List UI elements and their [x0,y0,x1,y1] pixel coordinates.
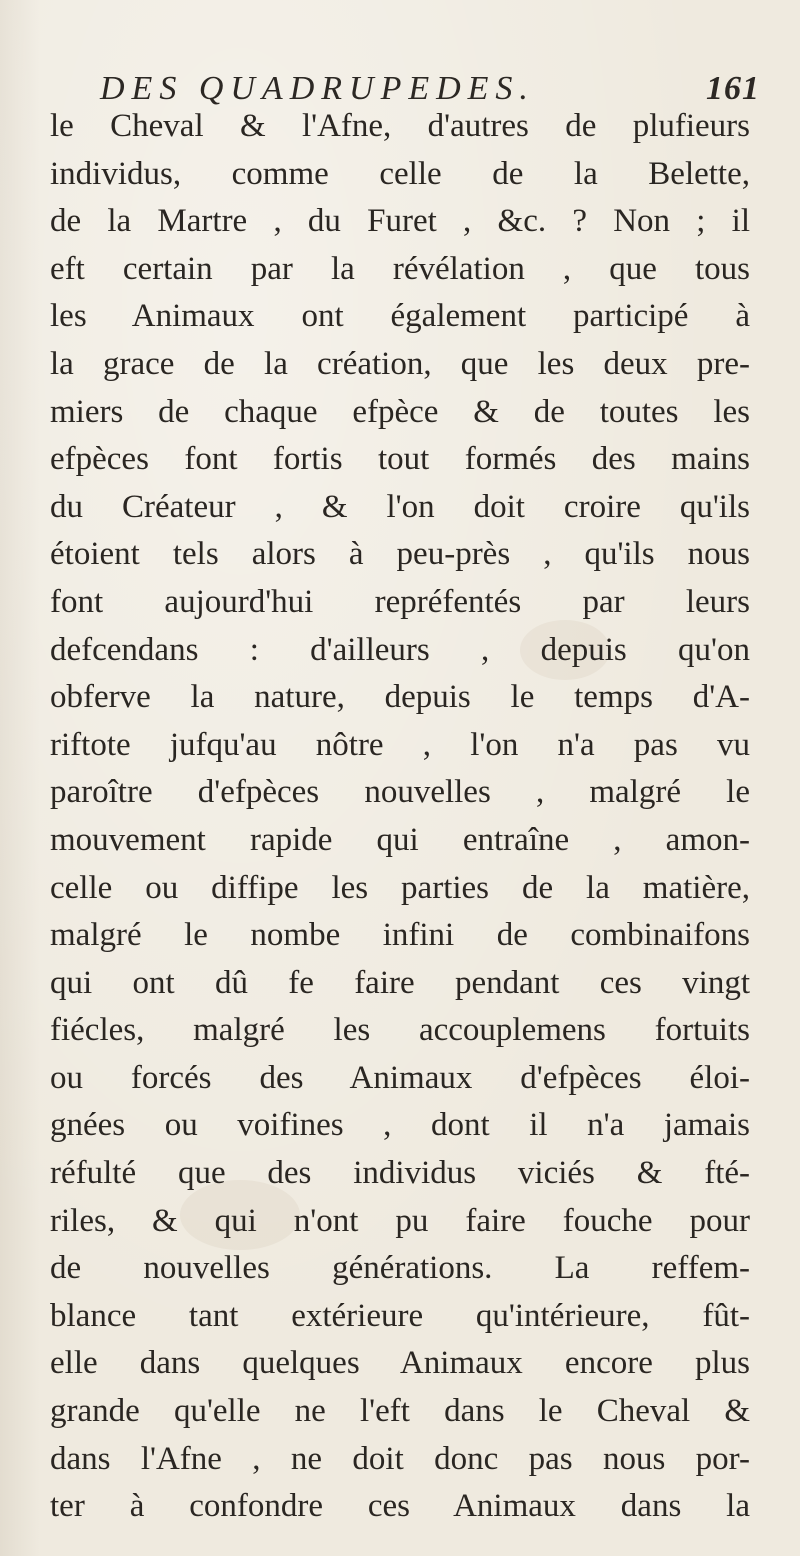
text-line: gnées ou voifines , dont il n'a jamais [50,1107,750,1144]
body-text [50,103,750,1531]
running-title: DES QUADRUPEDES. [100,70,535,107]
text-line: mouvement rapide qui entraîne , amon- [50,821,750,858]
text-line: celle ou diffipe les parties de la matière, [50,869,750,906]
text-line: malgré le nombe infini de combinaifons [50,917,750,954]
text-line: miers de chaque efpèce & de toutes les [50,393,750,430]
text-line: les Animaux ont également participé à [50,298,750,335]
page-number: 161 [706,70,760,107]
text-line: elle dans quelques Animaux encore plus [50,1345,750,1382]
text-line: de la Martre , du Furet , &c. ? Non ; il [50,203,750,240]
text-line: réfulté que des individus viciés & fté- [50,1155,750,1192]
text-line: qui ont dû fe faire pendant ces vingt [50,964,750,1001]
text-line: defcendans : d'ailleurs , depuis qu'on [50,631,750,668]
text-line: la grace de la création, que les deux pre- [50,345,750,382]
text-line: blance tant extérieure qu'intérieure, fût- [50,1297,750,1334]
text-line: du Créateur , & l'on doit croire qu'ils [50,488,750,525]
text-line: fiécles, malgré les accouplemens fortuits [50,1012,750,1049]
text-line: riles, & qui n'ont pu faire fouche pour [50,1202,750,1239]
text-line: eft certain par la révélation , que tous [50,250,750,287]
text-line: obferve la nature, depuis le temps d'A- [50,679,750,716]
text-line: grande qu'elle ne l'eft dans le Cheval & [50,1393,750,1430]
text-line: paroître d'efpèces nouvelles , malgré le [50,774,750,811]
text-line: ou forcés des Animaux d'efpèces éloi- [50,1059,750,1096]
text-line: efpèces font fortis tout formés des mains [50,441,750,478]
text-line: individus, comme celle de la Belette, [50,155,750,192]
text-line: le Cheval & l'Afne, d'autres de plufieurs [50,108,750,144]
text-line: ter à confondre ces Animaux dans la [50,1488,750,1525]
text-line: font aujourd'hui repréfentés par leurs [50,583,750,620]
text-line: riftote jufqu'au nôtre , l'on n'a pas vu [50,726,750,763]
text-line: dans l'Afne , ne doit donc pas nous por- [50,1440,750,1477]
text-line: de nouvelles générations. La reffem- [50,1250,750,1287]
text-line: étoient tels alors à peu-près , qu'ils nous [50,536,750,573]
